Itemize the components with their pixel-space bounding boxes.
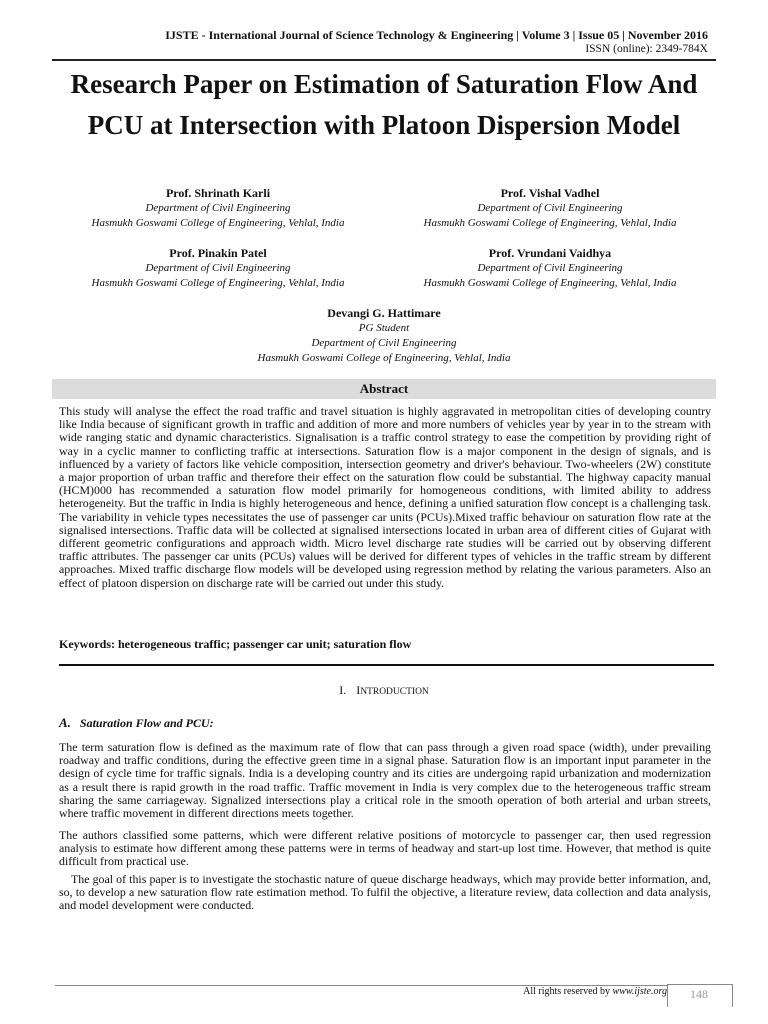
author-block <box>385 246 715 291</box>
author-college: Hasmukh Goswami College of Engineering, Vehlal, India <box>423 277 677 289</box>
author-college: Hasmukh Goswami College of Engineering, Vehlal, India <box>91 277 345 289</box>
author-department: Department of Civil Engineering <box>477 202 623 214</box>
author-block <box>53 186 383 231</box>
paper-title: Research Paper on Estimation of Saturation Flow And PCU at Intersection with Platoon Dispersion Model <box>70 69 698 140</box>
author-block <box>184 306 584 366</box>
subsection-letter: A. <box>59 715 71 730</box>
header-divider <box>52 59 716 61</box>
page-number: 148 <box>690 987 708 1001</box>
author-name: Prof. Shrinath Karli <box>165 186 271 200</box>
section-title-initial: I <box>356 683 361 697</box>
subsection-heading <box>59 716 214 730</box>
abstract-heading: Abstract <box>52 379 716 399</box>
author-college: Hasmukh Goswami College of Engineering, Vehlal, India <box>423 217 677 229</box>
footer-rights <box>430 985 667 999</box>
body-paragraph: The term saturation flow is defined as the maximum rate of flow that can pass through a given road space (width), under prevailing roadway and traffic conditions, during the effective green time in a signal phase. Saturation flow is an important input parameter in the design of cycle time for traffic signals. India is a developing country and its cities are undergoing rapid urbanization and modernization as a result there is rapid growth in the road traffic. Traffic movement in India is very complex due to the heterogeneous traffic stream sharing the same carriageway. Signalized intersections play a critical role in the smooth operation of both arterial and urban streets, where traffic movement in different directions meets together. <box>59 740 711 821</box>
site-link[interactable]: www.ijste.org <box>612 986 667 997</box>
author-name: Prof. Vrundani Vaidhya <box>488 246 612 260</box>
keywords-divider <box>59 664 714 666</box>
section-number: I. <box>339 683 347 697</box>
author-name: Prof. Vishal Vadhel <box>500 186 600 200</box>
abstract-text: This study will analyse the effect the road traffic and travel situation is highly aggravated in metropolitan cities of developing country like India because of significant growth in traffic and addition of more and more numbers of vehicles year by year in to the stream with wide ranging static and dynamic characteristics. Signalisation is a traffic control strategy to ease the competition by providing right of way in a cyclic manner to conflicting traffic at intersections. Saturation flow is a major component in the design of signals, and is influenced by a variety of factors like vehicle composition, intersection geometry and driver's behaviour. Two-wheelers (2W) constitute a major proportion of urban traffic and therefore their effect on the saturation flow could be substantial. The highway capacity manual (HCM)000 has recommended a saturation flow model primarily for homogeneous conditions, with limited ability to address heterogeneity. But the traffic in India is highly heterogeneous and hence, defining a unified saturation flow concept is a challenging task. The variability in vehicle types necessitates the use of passenger car units (PCUs).Mixed traffic behaviour on saturation flow rate at the signalised intersections. Traffic data will be collected at signalised intersections located in urban area of different cities of Gujarat with different geometric configurations and approach width. Micro level discharge rate studies will be carried out by observing different traffic attributes. The passenger car units (PCUs) values will be derived for different types of vehicles in the traffic stream by different approaches. Mixed traffic discharge flow models will be developed using regression method by relating the various parameters. Also an effect of platoon dispersion on discharge rate will be carried out under this study. <box>59 404 711 590</box>
rights-text: All rights reserved by <box>523 986 613 997</box>
author-block <box>53 246 383 291</box>
author-name: Prof. Pinakin Patel <box>169 246 267 260</box>
section-heading <box>0 683 768 699</box>
body-paragraph: The authors classified some patterns, which were different relative positions of motorcycle to passenger car, then used regression analysis to estimate how different among these patterns were in terms of headway and start-up lost time. However, that method is quite difficult from practical use. <box>59 828 711 869</box>
author-college: Hasmukh Goswami College of Engineering, Vehlal, India <box>257 352 511 364</box>
journal-info: IJSTE - International Journal of Science Technology & Engineering | Volume 3 | Issue 05 | November 2016 <box>165 28 708 42</box>
author-block <box>385 186 715 231</box>
issn: ISSN (online): 2349-784X <box>585 43 708 55</box>
section-title-rest: NTRODUCTION <box>360 687 429 697</box>
author-department: Department of Civil Engineering <box>145 202 291 214</box>
keywords: Keywords: heterogeneous traffic; passenger car unit; saturation flow <box>59 637 412 651</box>
author-department: Department of Civil Engineering <box>477 262 623 274</box>
author-role: PG Student <box>358 322 410 334</box>
subsection-title: Saturation Flow and PCU: <box>79 716 214 730</box>
author-college: Hasmukh Goswami College of Engineering, Vehlal, India <box>91 217 345 229</box>
author-department: Department of Civil Engineering <box>145 262 291 274</box>
body-paragraph: The goal of this paper is to investigate the stochastic nature of queue discharge headways, which may provide better information, and, so, to develop a new saturation flow rate estimation method. To fulfil the objective, a literature review, data collection and data analysis, and model development were conducted. <box>59 872 711 913</box>
author-name: Devangi G. Hattimare <box>327 306 441 320</box>
author-department: Department of Civil Engineering <box>311 337 457 349</box>
